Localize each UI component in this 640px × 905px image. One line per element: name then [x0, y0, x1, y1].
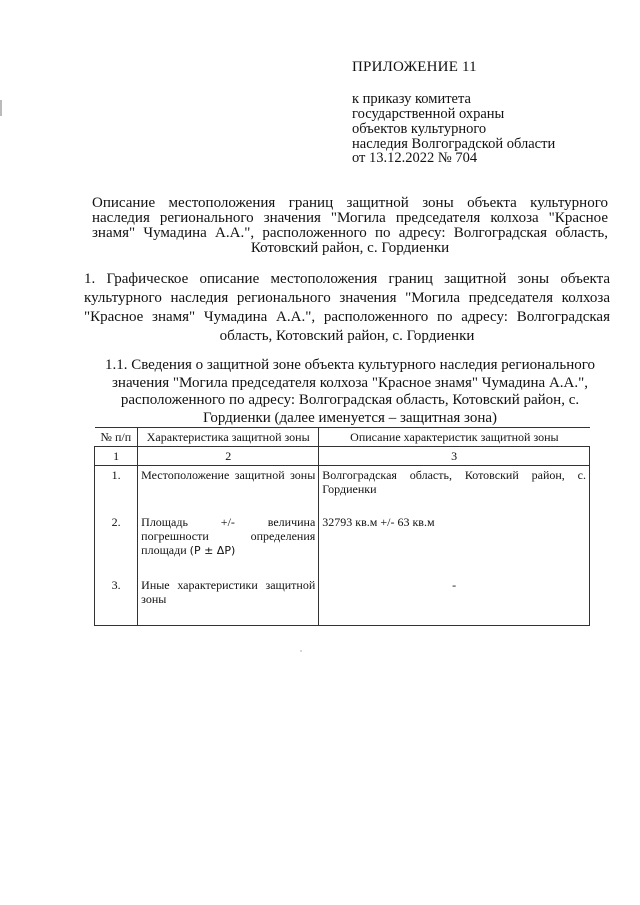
appendix-subtitle [352, 92, 555, 152]
table-column-numbers-row [95, 447, 590, 466]
row-characteristic: Местоположение защитной зоны [138, 466, 319, 513]
appendix-subtitle-line: государственной охраны [352, 106, 505, 122]
header-description: Описание характеристик защитной зоны [350, 430, 559, 444]
header-characteristic: Характеристика защитной зоны [138, 428, 319, 447]
appendix-subtitle-line: наследия Волгоградской области [352, 136, 556, 152]
row-description: - [319, 576, 590, 626]
table-header-row [95, 428, 590, 447]
order-date: от 13.12.2022 № 704 [352, 150, 478, 166]
row-description: Волгоградская область, Котовский район, с. Гордиенки [319, 466, 590, 513]
area-formula: (P ± ΔP) [189, 543, 236, 557]
row-number: 1. [95, 466, 138, 513]
row-description: 32793 кв.м +/- 63 кв.м [319, 513, 590, 576]
scan-dot [300, 650, 302, 652]
section-1-title: 1. Графическое описание местоположения границ защитной зоны объекта культурного наследия регионального значения "Могила председателя колхоза "Красное знамя" Чумадина А.А.", расположенного по адресу: Волгоградская область, Котовский район, с. Гордиенки [84, 271, 610, 344]
table-row [95, 513, 590, 576]
column-number: 1 [95, 447, 138, 466]
document-heading: Описание местоположения границ защитной зоны объекта культурного наследия регионального значения "Могила председателя колхоза "Красное знамя" Чумадина А.А.", расположенного по адресу: Волгоградская область, Котовский район, с. Гордиенки [92, 195, 608, 256]
subsection-1-1-title: 1.1. Сведения о защитной зоне объекта культурного наследия регионального значения "Могила председателя колхоза "Красное знамя" Чумадина А.А.", расположенного по адресу: Волгоградская область, Котовский район, с. Гордиенки (далее именуется – защитная зона) [104, 357, 596, 426]
row-characteristic: Иные характеристики защитной зоны [138, 576, 319, 626]
column-number: 3 [319, 447, 590, 466]
appendix-subtitle-line: к приказу комитета [352, 91, 471, 107]
table-row [95, 466, 590, 513]
row-number: 3. [95, 576, 138, 626]
header-num: № п/п [95, 428, 138, 447]
column-number: 2 [138, 447, 319, 466]
row-characteristic [138, 513, 319, 576]
scan-edge-mark [0, 100, 2, 116]
table-row [95, 576, 590, 626]
appendix-subtitle-line: объектов культурного [352, 121, 487, 137]
row-characteristic-text: Площадь +/- величина погрешности определения площади [141, 514, 316, 557]
zone-info-table [94, 427, 590, 626]
row-number: 2. [95, 513, 138, 576]
appendix-title: ПРИЛОЖЕНИЕ 11 [352, 59, 477, 75]
